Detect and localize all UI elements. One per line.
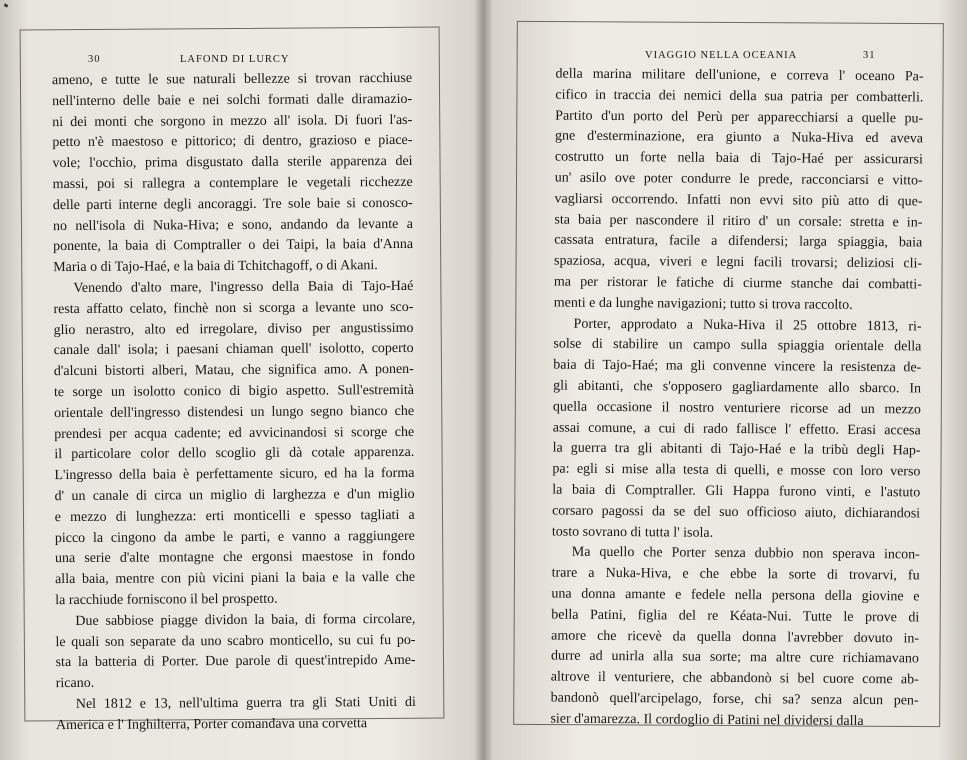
text-line: bella Patini, figlia del re Kéata-Nui. Tutte le prove di xyxy=(551,607,920,626)
text-line: glio nerastro, alto ed irregolare, diviso per angustissimo xyxy=(53,320,414,338)
text-line: orientale dell'ingresso distendesi un lungo segno bianco che xyxy=(54,403,415,421)
text-line: della marina militare dell'unione, e correva l' oceano Pa- xyxy=(555,66,924,85)
right-running-head: VIAGGIO NELLA OCEANIA xyxy=(645,50,798,61)
text-line: il particolare color dello scoglio gli dà cotale apparenza. xyxy=(54,445,415,463)
text-line: durre ad unirla alla sua sorte; ma altre cure richiamavano xyxy=(550,648,920,667)
right-page xyxy=(485,0,967,760)
text-line: cifico in traccia dei nemici della sua patria per combatterli. xyxy=(555,87,924,106)
text-line: ma per ristorar le fatiche di ciurme stanche dai combatti- xyxy=(553,274,922,293)
text-line: Partito d'un porto del Perù per apparecchiarsi a quelle pu- xyxy=(555,108,924,127)
text-line: resta affatto celato, finchè non si scorga a levante uno sco- xyxy=(53,299,414,317)
text-line: le quali son separate da uno scabro monticello, su cui fu po- xyxy=(55,632,416,650)
text-line: alla baia, mentre con più vicini piani la baia e la valle che xyxy=(55,570,416,588)
text-line: vole; l'occhio, prima disgustato dalla sterile apparenza dei xyxy=(52,154,413,172)
text-line: baia di Tajo-Haé; ma gli convenne vincere la resistenza de- xyxy=(553,357,922,376)
text-line: cassata entratura, facile a difendersi; larga spiaggia, baia xyxy=(554,232,923,251)
text-line: no nell'isola di Nuka-Hiva; e sono, andando da levante a xyxy=(52,216,413,234)
text-line: sta la batteria di Porter. Due parole di quest'intrepido Ame- xyxy=(55,653,416,671)
text-line: quella occasione il nostro venturiere ricorse ad un mezzo xyxy=(552,399,921,418)
text-line: gne d'esterminazione, era giunto a Nuka-Hiva ed aveva xyxy=(554,128,924,147)
text-line: Porter, approdato a Nuka-Hiva il 25 ottobre 1813, ri- xyxy=(573,316,922,335)
text-line: canale dall' isola; i paesani chiaman quell' isolotto, coperto xyxy=(53,341,414,359)
text-line: e mezzo di lunghezza: erti monticelli e spesso tagliati a xyxy=(54,507,415,525)
text-line: la guerra tra gli abitanti di Tajo-Haé e la tribù degli Hap- xyxy=(552,440,921,459)
text-line: petto n'è maestoso e pittorico; di dentro, grazioso e piace- xyxy=(52,133,413,151)
text-line: sta baia per nascondere il ritiro d' un corsale: stretta e in- xyxy=(554,212,923,231)
text-line: massi, poi si rallegra a contemplare le vegetali ricchezze xyxy=(52,174,413,193)
text-line: menti e da lunghe navigazioni; tutto si trova raccolto. xyxy=(553,295,853,313)
text-line: Ma quello che Porter senza dubbio non sperava incon- xyxy=(571,545,920,563)
text-line: prendesi per acqua cadente; ed avvicinandosi si scorge che xyxy=(54,424,415,442)
text-line: sier d'amarezza. Il cordoglio di Patini nel dividersi dalla xyxy=(550,711,864,729)
text-line: L'ingresso della baia è perfettamente sicuro, ed ha la forma xyxy=(54,466,415,484)
text-line: altrove il venturiere, che abbandonò si bel cuore come ab- xyxy=(550,669,919,688)
text-line: una serie d'alte montagne che ergonsi maestose in fondo xyxy=(54,549,415,567)
right-page-number: 31 xyxy=(863,50,876,61)
text-line: Due sabbiose piagge dividon la baia, di forma circolare, xyxy=(75,611,416,629)
text-line: picco la cingono da ambe le parti, e vanno a raggiungere xyxy=(54,528,415,546)
left-page-number: 30 xyxy=(88,54,101,65)
text-line: d' un canale di circa un miglio di larghezza e d'un miglio xyxy=(54,486,415,505)
text-line: ricano. xyxy=(55,675,95,692)
text-line: una donna amante e fedele nella persona della giovine e xyxy=(551,586,920,605)
text-line: ni dei monti che sorgono in mezzo all' isola. Di fuori l'as- xyxy=(52,112,413,130)
text-line: costrutto un forte nella baia di Tajo-Haé per assicurarsi xyxy=(554,149,923,168)
text-line: solse di stabilire un campo sulla spiaggia orientale della xyxy=(553,336,922,355)
text-line: America e l' Inghilterra, Porter comandava una corvetta xyxy=(55,715,368,733)
text-line: corsaro pagossi da se del suo officioso aiuto, dichiarandosi xyxy=(552,503,921,522)
scan-speck xyxy=(4,3,9,8)
text-line: ponente, la baia di Comptraller o dei Taipi, la baia d'Anna xyxy=(52,237,414,255)
text-line: trare a Nuka-Hiva, e che ebbe la sorte di trovarvi, fu xyxy=(551,565,920,584)
text-line: tosto sovrano di tutta l' isola. xyxy=(551,524,714,541)
text-line: bandonò quell'arcipelago, forse, chi sa? senza alcun pen- xyxy=(550,690,919,709)
text-line: Maria o di Tajo-Haé, e la baia di Tchitchagoff, o di Akani. xyxy=(53,258,378,276)
text-line: ameno, e tutte le sue naturali bellezze si trovan racchiuse xyxy=(51,70,413,89)
left-body-text xyxy=(52,69,416,737)
text-line: la baia di Comptraller. Gli Happa furono vinti, e l'astuto xyxy=(552,482,921,501)
text-line: nell'interno delle baie e nei solchi formati dalle diramazio- xyxy=(52,91,413,109)
left-running-head: LAFOND DI LURCY xyxy=(180,54,290,65)
text-line: Venendo d'alto mare, l'ingresso della Baia di Tajo-Haé xyxy=(73,278,414,296)
text-line: delle parti interne degli ancoraggi. Tre sole baie si conosco- xyxy=(52,195,413,213)
text-line: pa: egli si mise alla testa di quelli, e mosse con loro verso xyxy=(552,461,921,480)
text-line: vagliarsi occorrendo. Infatti non evvi sito più atto di que- xyxy=(554,191,923,210)
text-line: d'alcuni bistorti alberi, Matau, che significa amo. A ponen- xyxy=(53,362,414,380)
text-line: te sorge un isolotto conico di bigio aspetto. Sull'estremità xyxy=(53,382,414,401)
left-page xyxy=(0,0,482,760)
right-body-text xyxy=(550,65,923,733)
text-line: Nel 1812 e 13, nell'ultima guerra tra gli Stati Uniti di xyxy=(75,694,416,712)
text-line: gli abitanti, che s'opposero gagliardamente allo sbarco. In xyxy=(553,378,922,397)
text-line: amore che ricevè da quella donna l'avrebber dovuto in- xyxy=(551,628,920,646)
text-line: assai comune, a cui di rado fallisce l' effetto. Erasi accesa xyxy=(552,420,921,438)
text-line: la racchiude forniscono il bel prospetto. xyxy=(55,591,278,609)
text-line: un' asilo ove poter condurre le prede, racconciarsi e vitto- xyxy=(554,170,923,189)
text-line: spaziosa, acqua, viveri e legni facili trovarsi; deliziosi cli- xyxy=(554,253,923,272)
